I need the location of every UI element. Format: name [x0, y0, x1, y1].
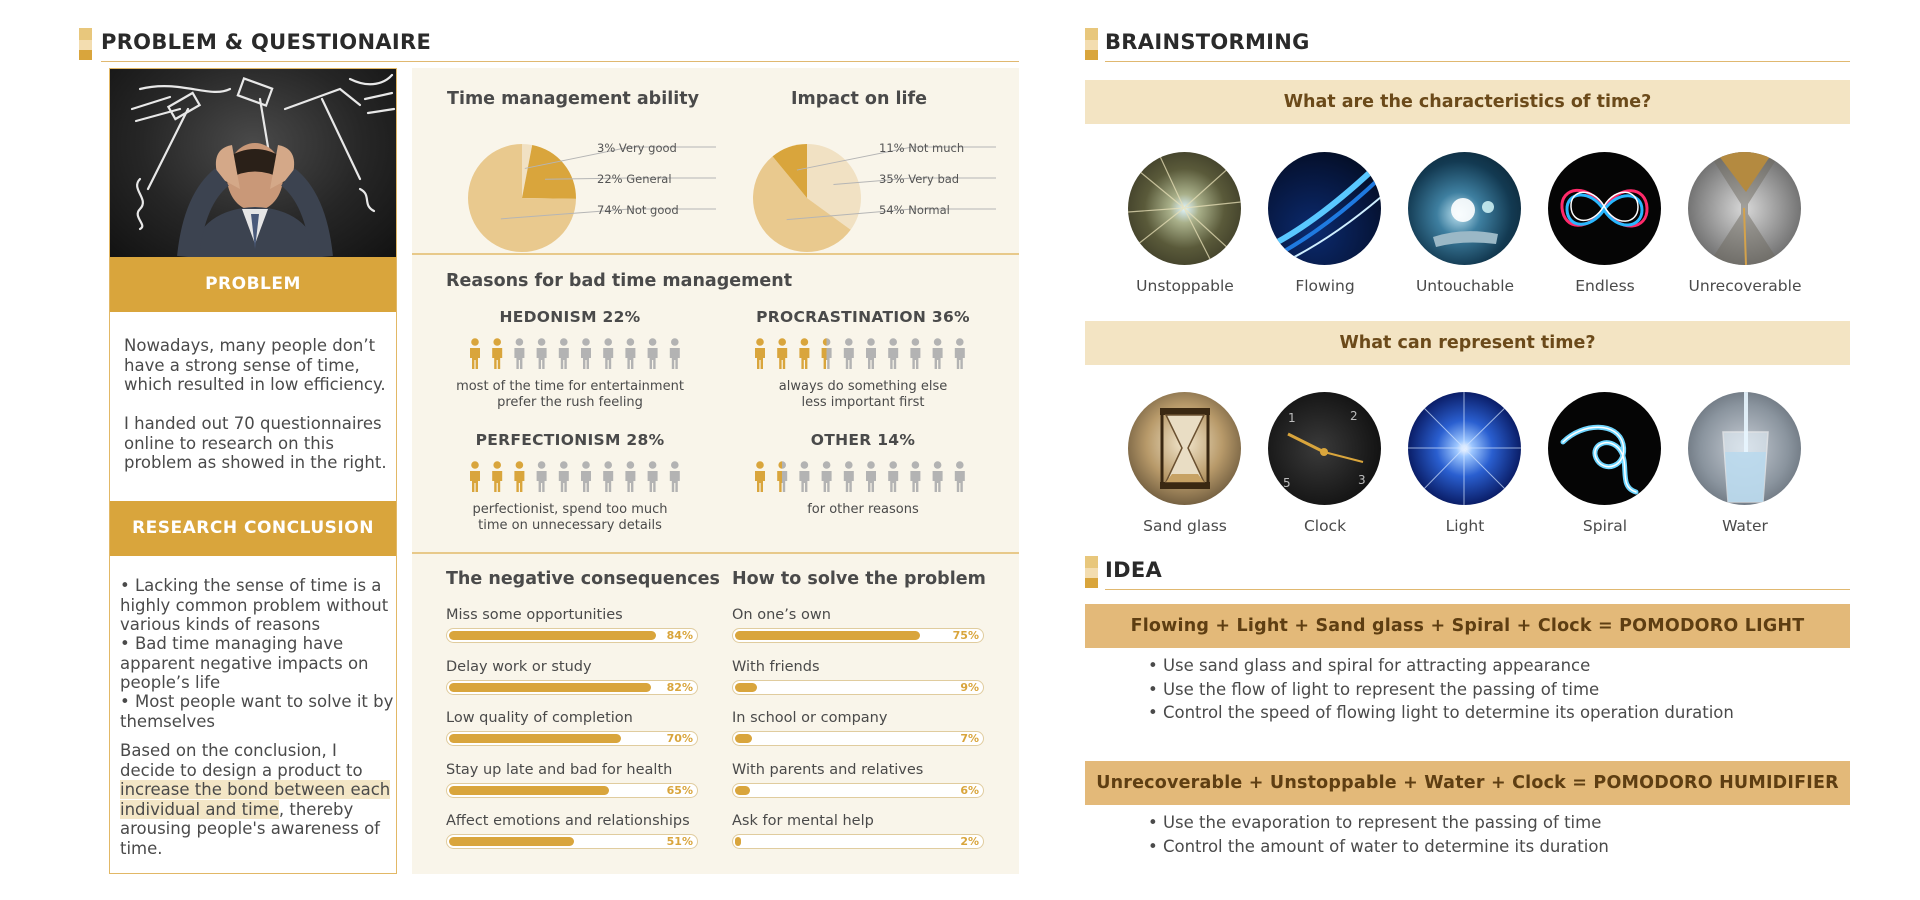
- bar-fill: [735, 734, 752, 743]
- reason-other-desc-1: for other reasons: [807, 502, 919, 517]
- label-light: Light: [1445, 517, 1485, 535]
- person-icon: [955, 461, 965, 492]
- bar-track: [732, 783, 984, 798]
- bar-track: [732, 731, 984, 746]
- bar-track: [446, 628, 698, 643]
- svg-text:1: 1: [1288, 411, 1296, 425]
- reason-hedonism-title: HEDONISM 22%: [499, 308, 641, 326]
- endless-image: [1548, 152, 1661, 265]
- person-icon: [933, 461, 943, 492]
- pie2-label-not-much: 11% Not much: [879, 141, 965, 155]
- pie-title-impact: Impact on life: [791, 89, 927, 109]
- reason-procrastination-title: PROCRASTINATION 36%: [756, 308, 970, 326]
- person-icon: [910, 338, 920, 369]
- conclusion-bullet-2: • Bad time managing have apparent negative impacts on people’s life: [120, 634, 369, 692]
- idea-pomodoro-humidifier: Unrecoverable + Unstoppable + Water + Clock = POMODORO HUMIDIFIER: [1085, 761, 1850, 805]
- bar-value: 75%: [952, 629, 979, 642]
- panel-divider-1: [412, 253, 1019, 255]
- section-title-problem: PROBLEM & QUESTIONAIRE: [101, 30, 432, 54]
- person-icon: [777, 461, 787, 492]
- person-icon: [603, 338, 613, 369]
- conclusion-paragraph: [120, 741, 394, 858]
- person-icon: [514, 461, 524, 492]
- person-icon: [755, 338, 765, 369]
- reason-other-title: OTHER 14%: [810, 431, 916, 449]
- section-title-brainstorming: BRAINSTORMING: [1105, 30, 1310, 54]
- person-icon: [537, 461, 547, 492]
- unstoppable-image: [1128, 152, 1241, 265]
- reasons-title: Reasons for bad time management: [446, 271, 793, 291]
- stressed-man-photo: [110, 69, 396, 257]
- blue-light-streaks: [1268, 152, 1381, 265]
- person-icon: [603, 461, 613, 492]
- person-icon: [888, 461, 898, 492]
- person-icon: [799, 338, 809, 369]
- infinity-light-loop: [1548, 152, 1661, 265]
- bar-value: 7%: [960, 732, 979, 745]
- idea-light-point-2: • Use the flow of light to represent the passing of time: [1148, 679, 1600, 699]
- bar-value: 2%: [960, 835, 979, 848]
- label-unrecoverable: Unrecoverable: [1688, 277, 1802, 295]
- problem-card: [109, 68, 397, 874]
- idea-humidifier-points: [1148, 811, 1609, 858]
- person-icon: [492, 461, 502, 492]
- light-burst-graphic: [1408, 392, 1521, 505]
- clock-image: [1268, 392, 1381, 505]
- label-spiral: Spiral: [1582, 517, 1628, 535]
- person-icon: [844, 338, 854, 369]
- reason-perfectionism-desc-2: time on unnecessary details: [478, 518, 662, 533]
- label-unstoppable: Unstoppable: [1136, 277, 1234, 295]
- person-icon: [670, 338, 680, 369]
- problem-paragraph-1: Nowadays, many people don’t have a strong sense of time, which resulted in low efficiency.: [124, 336, 386, 394]
- bar-label: Delay work or study: [446, 658, 592, 675]
- bar-track: [446, 783, 698, 798]
- pie2-label-normal: 54% Normal: [879, 203, 950, 217]
- person-icon: [955, 338, 965, 369]
- reason-perfectionism-title: PERFECTIONISM 28%: [475, 431, 665, 449]
- bar-track: [732, 628, 984, 643]
- person-icon: [648, 461, 658, 492]
- bar-label: Affect emotions and relationships: [446, 813, 690, 829]
- person-icon-row: [749, 461, 979, 493]
- person-icon: [625, 461, 635, 492]
- person-icon: [514, 338, 524, 369]
- bar-fill: [735, 786, 750, 795]
- person-icon: [581, 461, 591, 492]
- conclusion-band: RESEARCH CONCLUSION: [110, 501, 396, 556]
- bar-label: Low quality of completion: [446, 710, 633, 726]
- idea-humidifier-point-1: • Use the evaporation to represent the passing of time: [1148, 813, 1602, 832]
- section-header-problem: [79, 28, 1019, 62]
- pie1-label-not-good: 74% Not good: [597, 203, 679, 217]
- bar-track: [732, 834, 984, 849]
- question-characteristics: What are the characteristics of time?: [1085, 80, 1850, 124]
- stressed-man-illustration: [110, 69, 396, 257]
- bar-label: With friends: [732, 658, 820, 675]
- bar-value: 51%: [666, 835, 693, 848]
- person-icon: [866, 338, 876, 369]
- hourglass-sand-graphic: [1688, 152, 1801, 265]
- conclusion-highlight: increase the bond between each individual and time: [120, 780, 391, 819]
- bar-fill: [449, 683, 651, 692]
- label-sand-glass: Sand glass: [1143, 517, 1227, 535]
- person-icon-row: [749, 338, 979, 370]
- person-icon: [648, 338, 658, 369]
- person-icon: [799, 461, 809, 492]
- light-image: [1408, 392, 1521, 505]
- section-header-idea: [1085, 556, 1850, 590]
- bar-label: Miss some opportunities: [446, 607, 623, 623]
- bar-fill: [449, 837, 574, 846]
- person-icon: [559, 338, 569, 369]
- bar-label: Stay up late and bad for health: [446, 761, 673, 778]
- clock-hands-graphic: [1268, 392, 1381, 505]
- glowing-orb-hand: [1408, 152, 1521, 265]
- bar-track: [446, 834, 698, 849]
- person-icon: [470, 461, 480, 492]
- bar-value: 70%: [666, 732, 693, 745]
- conclusion-text-end: , thereby arousing people's awareness of time.: [120, 799, 380, 858]
- reason-procrastination-desc-1: always do something else: [778, 379, 948, 394]
- section-marker: [1085, 556, 1098, 588]
- panel-divider-2: [412, 552, 1019, 554]
- hourglass-icon: [1128, 392, 1241, 505]
- person-icon: [537, 338, 547, 369]
- bar-fill: [735, 837, 741, 846]
- bar-track: [446, 680, 698, 695]
- person-icon: [933, 338, 943, 369]
- person-icon: [866, 461, 876, 492]
- person-icon: [822, 461, 832, 492]
- bar-fill: [449, 786, 609, 795]
- bar-track: [732, 680, 984, 695]
- reason-hedonism-desc-2: prefer the rush feeling: [497, 395, 643, 410]
- problem-band: PROBLEM: [110, 257, 396, 312]
- spiral-light-graphic: [1548, 392, 1661, 505]
- bar-label: With parents and relatives: [732, 761, 924, 778]
- idea-humidifier-point-2: • Control the amount of water to determine its duration: [1148, 836, 1609, 856]
- person-icon: [559, 461, 569, 492]
- person-icon-row: [464, 461, 694, 493]
- svg-text:2: 2: [1350, 409, 1358, 423]
- person-icon: [844, 461, 854, 492]
- consequences-title: The negative consequences: [446, 569, 720, 589]
- reason-hedonism-desc-1: most of the time for entertainment: [456, 379, 684, 394]
- bar-value: 9%: [960, 680, 979, 694]
- person-icon-row: [464, 338, 694, 370]
- pie-title-ability: Time management ability: [447, 89, 699, 109]
- person-icon: [755, 461, 765, 492]
- untouchable-image: [1408, 152, 1521, 265]
- section-divider: [1105, 589, 1850, 590]
- bar-value: 84%: [666, 629, 693, 642]
- people-icons-procrastination: [749, 338, 979, 370]
- conclusion-bullet-1: • Lacking the sense of time is a highly common problem without various kinds of reasons: [120, 576, 389, 634]
- bar-value: 6%: [960, 783, 979, 797]
- idea-pomodoro-light: Flowing + Light + Sand glass + Spiral + Clock = POMODORO LIGHT: [1085, 604, 1850, 648]
- label-untouchable: Untouchable: [1415, 277, 1515, 295]
- bar-fill: [449, 631, 656, 640]
- solutions-title: How to solve the problem: [732, 569, 986, 589]
- idea-light-point-3: • Control the speed of flowing light to determine its operation duration: [1148, 703, 1734, 722]
- bar-fill: [735, 631, 920, 640]
- svg-text:5: 5: [1283, 476, 1291, 490]
- reason-procrastination-desc-2: less important first: [801, 395, 925, 410]
- person-icon: [670, 461, 680, 492]
- bar-track: [446, 731, 698, 746]
- tunnel-motion-graphic: [1128, 152, 1241, 265]
- person-icon: [910, 461, 920, 492]
- section-title-idea: IDEA: [1105, 558, 1163, 582]
- conclusion-bullet-3: • Most people want to solve it by themselves: [120, 692, 394, 731]
- reason-perfectionism-desc-1: perfectionist, spend too much: [472, 502, 668, 517]
- label-water: Water: [1722, 517, 1768, 535]
- section-divider: [101, 61, 1019, 62]
- bar-fill: [449, 734, 621, 743]
- water-glass-graphic: [1688, 392, 1801, 505]
- people-icons-hedonism: [464, 338, 694, 370]
- bar-value: 65%: [666, 783, 693, 797]
- bar-label: In school or company: [732, 710, 888, 726]
- pie1-label-very-good: 3% Very good: [597, 141, 677, 155]
- bar-label: On one’s own: [732, 607, 831, 623]
- water-image: [1688, 392, 1801, 505]
- person-icon: [470, 338, 480, 369]
- bar-fill: [735, 683, 757, 692]
- idea-light-point-1: • Use sand glass and spiral for attracting appearance: [1148, 656, 1591, 675]
- pie2-label-very-bad: 35% Very bad: [879, 172, 960, 186]
- flowing-image: [1268, 152, 1381, 265]
- idea-light-points: [1148, 654, 1734, 725]
- people-icons-perfectionism: [464, 461, 694, 493]
- sand-glass-image: [1128, 392, 1241, 505]
- person-icon: [777, 338, 787, 369]
- section-marker: [79, 28, 92, 60]
- svg-text:3: 3: [1358, 473, 1366, 487]
- bar-label: Ask for mental help: [732, 813, 874, 829]
- person-icon: [625, 338, 635, 369]
- conclusion-text-start: Based on the conclusion, I decide to design a product to: [120, 741, 363, 780]
- pie1-label-general: 22% General: [597, 172, 672, 186]
- person-icon: [822, 338, 832, 369]
- unrecoverable-image: [1688, 152, 1801, 265]
- section-divider: [1105, 61, 1850, 62]
- label-clock: Clock: [1303, 517, 1347, 535]
- person-icon: [492, 338, 502, 369]
- spiral-image: [1548, 392, 1661, 505]
- question-representation: What can represent time?: [1085, 321, 1850, 365]
- label-flowing: Flowing: [1295, 277, 1355, 295]
- section-header-brainstorming: [1085, 28, 1850, 62]
- problem-paragraph-2: I handed out 70 questionnaires online to research on this problem as showed in the right.: [124, 414, 387, 472]
- bar-value: 82%: [666, 680, 693, 694]
- person-icon: [581, 338, 591, 369]
- people-icons-other: [749, 461, 979, 493]
- section-marker: [1085, 28, 1098, 60]
- person-icon: [888, 338, 898, 369]
- survey-results-panel: [412, 68, 1019, 874]
- label-endless: Endless: [1575, 277, 1635, 295]
